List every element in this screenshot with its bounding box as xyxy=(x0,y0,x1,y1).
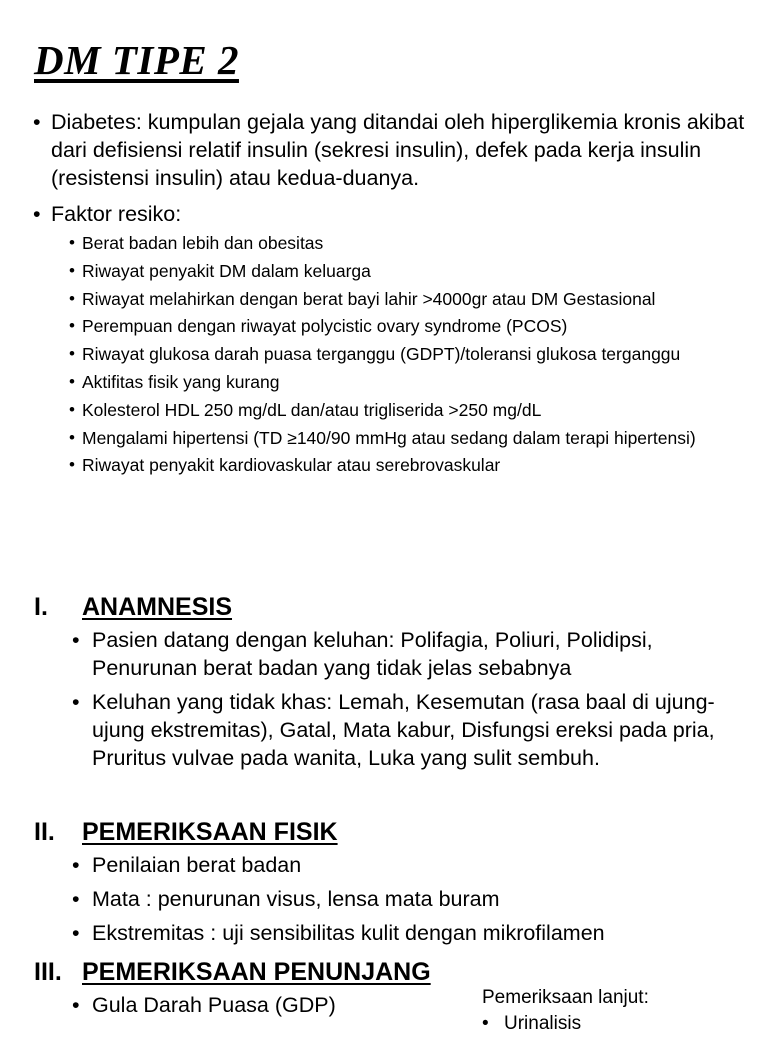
section-number: II. xyxy=(34,818,55,846)
definition-item: • Diabetes: kumpulan gejala yang ditandai oleh hiperglikemia kronis akibat dari defisiensi relatif insulin (sekresi insulin), defek pada kerja insulin (resistensi insulin) atau kedua-duanya. xyxy=(33,108,753,192)
intro-list xyxy=(33,108,753,476)
list-item: • Riwayat glukosa darah puasa terganggu (GDPT)/toleransi glukosa terganggu xyxy=(69,343,753,365)
risk-factor-list xyxy=(51,232,753,476)
section-pemeriksaan-fisik xyxy=(34,817,754,953)
list-item: • Riwayat melahirkan dengan berat bayi lahir >4000gr atau DM Gestasional xyxy=(69,288,753,310)
list-item: • Mengalami hipertensi (TD ≥140/90 mmHg atau sedang dalam terapi hipertensi) xyxy=(69,427,753,449)
section-number: III. xyxy=(34,958,62,986)
intro-block xyxy=(33,108,753,484)
list-item: • Keluhan yang tidak khas: Lemah, Kesemutan (rasa baal di ujung-ujung ekstremitas), Gatal, Mata kabur, Disfungsi ereksi pada pria, Pruritus vulvae pada wanita, Luka yang sulit sembuh. xyxy=(72,688,754,772)
list-item: • Aktifitas fisik yang kurang xyxy=(69,371,753,393)
list-item: • Ekstremitas : uji sensibilitas kulit dengan mikrofilamen xyxy=(72,919,754,947)
section-list xyxy=(34,851,754,947)
section-number: I. xyxy=(34,593,48,621)
list-item: • Mata : penurunan visus, lensa mata buram xyxy=(72,885,754,913)
section-heading xyxy=(34,817,754,847)
section-title: PEMERIKSAAN PENUNJANG xyxy=(82,958,431,986)
section-list xyxy=(34,626,754,772)
section-heading xyxy=(34,957,754,987)
section-anamnesis xyxy=(34,592,754,778)
list-item: • Gula Darah Puasa (GDP) xyxy=(72,991,754,1019)
list-item: • Riwayat penyakit DM dalam keluarga xyxy=(69,260,753,282)
list-item: • Riwayat penyakit kardiovaskular atau serebrovaskular xyxy=(69,454,753,476)
side-note-label: Pemeriksaan lanjut: xyxy=(482,987,649,1008)
list-item: • Perempuan dengan riwayat polycistic ovary syndrome (PCOS) xyxy=(69,315,753,337)
section-heading xyxy=(34,592,754,622)
section-title: PEMERIKSAAN FISIK xyxy=(82,818,338,846)
side-note xyxy=(482,985,762,1037)
page-title: DM TIPE 2 xyxy=(34,37,239,83)
list-item: • Penilaian berat badan xyxy=(72,851,754,879)
side-note-list xyxy=(482,1011,762,1037)
list-item: • Pasien datang dengan keluhan: Polifagia, Poliuri, Polidipsi, Penurunan berat badan yang tidak jelas sebabnya xyxy=(72,626,754,682)
list-item: • Berat badan lebih dan obesitas xyxy=(69,232,753,254)
list-item: • Urinalisis xyxy=(482,1011,762,1037)
section-title: ANAMNESIS xyxy=(82,593,233,621)
risk-factor-label: Faktor resiko: xyxy=(51,202,182,226)
list-item: • Kolesterol HDL 250 mg/dL dan/atau trigliserida >250 mg/dL xyxy=(69,399,753,421)
risk-factor-item xyxy=(33,200,753,476)
